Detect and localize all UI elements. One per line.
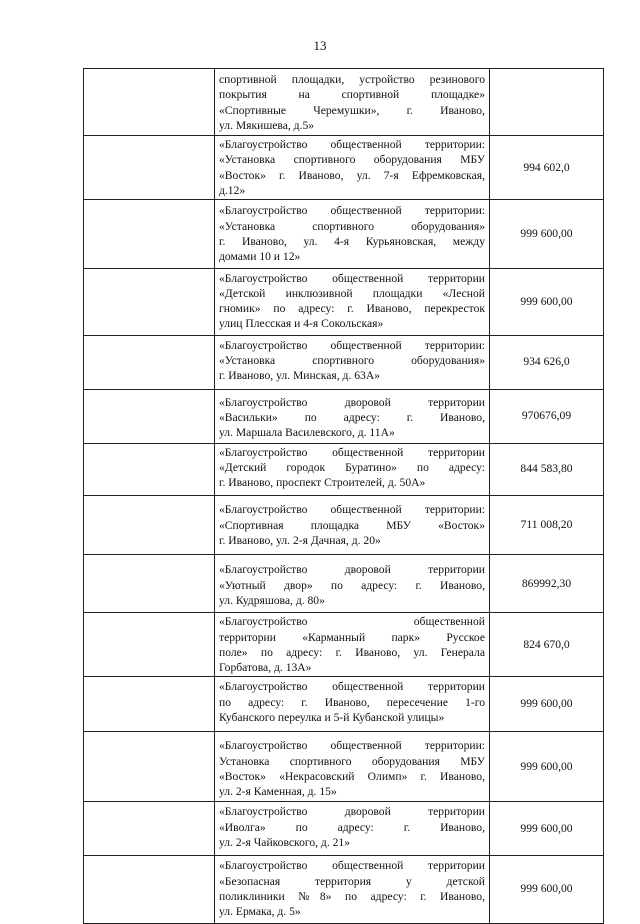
description-line: покрытия на спортивной площадке» bbox=[219, 88, 485, 102]
table-row bbox=[84, 200, 604, 268]
amount-cell: 999 600,00 bbox=[490, 856, 604, 923]
description-cell bbox=[215, 555, 490, 613]
page-number: 13 bbox=[313, 38, 327, 53]
description-line: гномик» по адресу: г. Иваново, перекресток bbox=[219, 302, 485, 316]
description-cell bbox=[215, 802, 490, 856]
description-line: «Благоустройство общественной территории: bbox=[219, 739, 485, 753]
empty-cell bbox=[84, 389, 215, 443]
amount-cell: 711 008,20 bbox=[490, 496, 604, 555]
description-line: улиц Плесская и 4-я Сокольская» bbox=[219, 317, 384, 331]
table-row bbox=[84, 443, 604, 496]
table-row bbox=[84, 613, 604, 677]
description-line: «Детский городок Буратино» по адресу: bbox=[219, 460, 485, 474]
description-line: ул. Мякишева, д.5» bbox=[219, 118, 315, 132]
empty-cell bbox=[84, 69, 215, 136]
description-line: «Восток» «Некрасовский Олимп» г. Иваново, bbox=[219, 769, 485, 783]
empty-cell bbox=[84, 268, 215, 335]
description-line: г. Иваново, ул. 2-я Дачная, д. 20» bbox=[219, 534, 381, 548]
description-line: ул. Кудряшова, д. 80» bbox=[219, 593, 325, 607]
table-row bbox=[84, 802, 604, 856]
table-row bbox=[84, 732, 604, 802]
description-line: «Уютный двор» по адресу: г. Иваново, bbox=[219, 578, 485, 592]
description-line: «Иволга» по адресу: г. Иваново, bbox=[219, 820, 485, 834]
amount-cell: 994 602,0 bbox=[490, 136, 604, 200]
description-line: Горбатова, д. 13А» bbox=[219, 661, 312, 675]
description-line: «Установка спортивного оборудования» bbox=[219, 219, 485, 233]
description-line: Кубанского переулка и 5-й Кубанской улицы» bbox=[219, 710, 445, 724]
empty-cell bbox=[84, 856, 215, 923]
description-line: Установка спортивного оборудования МБУ bbox=[219, 754, 485, 768]
description-cell bbox=[215, 69, 490, 136]
empty-cell bbox=[84, 732, 215, 802]
table-row bbox=[84, 555, 604, 613]
description-line: «Благоустройство дворовой территории bbox=[219, 805, 485, 819]
description-line: спортивной площадки, устройство резинового bbox=[219, 73, 485, 86]
description-line: по адресу: г. Иваново, пересечение 1-го bbox=[219, 695, 485, 709]
description-line: «Благоустройство дворовой территории bbox=[219, 395, 485, 409]
description-line: «Безопасная территория у детской bbox=[219, 874, 485, 888]
description-line: «Благоустройство общественной территории: bbox=[219, 204, 485, 218]
description-cell bbox=[215, 200, 490, 268]
empty-cell bbox=[84, 555, 215, 613]
description-line: «Спортивная площадка МБУ «Восток» bbox=[219, 518, 485, 532]
table-row bbox=[84, 496, 604, 555]
description-line: г. Иваново, ул. Минская, д. 63А» bbox=[219, 369, 380, 383]
table-row bbox=[84, 268, 604, 335]
amount-cell: 999 600,00 bbox=[490, 802, 604, 856]
empty-cell bbox=[84, 335, 215, 389]
amount-cell: 844 583,80 bbox=[490, 443, 604, 496]
description-line: ул. 2-я Каменная, д. 15» bbox=[219, 785, 337, 799]
amount-cell: 824 670,0 bbox=[490, 613, 604, 677]
description-cell bbox=[215, 856, 490, 923]
description-line: «Благоустройство общественной территории: bbox=[219, 338, 485, 352]
description-cell bbox=[215, 732, 490, 802]
amount-cell: 869992,30 bbox=[490, 555, 604, 613]
description-line: «Спортивные Черемушки», г. Иваново, bbox=[219, 103, 485, 117]
table-row bbox=[84, 335, 604, 389]
amount-cell: 999 600,00 bbox=[490, 677, 604, 732]
description-line: г. Иваново, ул. 4-я Курьяновская, между bbox=[219, 234, 485, 248]
description-cell bbox=[215, 268, 490, 335]
description-line: «Васильки» по адресу: г. Иваново, bbox=[219, 410, 485, 424]
table-row bbox=[84, 389, 604, 443]
projects-table-body bbox=[84, 69, 604, 924]
description-line: домами 10 и 12» bbox=[219, 250, 301, 264]
description-line: поле» по адресу: г. Иваново, ул. Генерала bbox=[219, 645, 485, 659]
description-line: «Благоустройство общественной bbox=[219, 615, 485, 629]
description-line: «Благоустройство общественной территории bbox=[219, 445, 485, 459]
amount-cell: 999 600,00 bbox=[490, 732, 604, 802]
description-line: д.12» bbox=[219, 184, 246, 198]
description-cell bbox=[215, 335, 490, 389]
description-line: «Благоустройство дворовой территории bbox=[219, 563, 485, 577]
amount-cell: 970676,09 bbox=[490, 389, 604, 443]
description-line: «Благоустройство общественной территории bbox=[219, 859, 485, 873]
description-cell bbox=[215, 677, 490, 732]
description-line: «Благоустройство общественной территории: bbox=[219, 503, 485, 517]
empty-cell bbox=[84, 613, 215, 677]
amount-cell: 934 626,0 bbox=[490, 335, 604, 389]
description-line: г. Иваново, проспект Строителей, д. 50А» bbox=[219, 476, 426, 490]
description-cell bbox=[215, 496, 490, 555]
amount-cell bbox=[490, 69, 604, 136]
description-line: «Благоустройство общественной территории: bbox=[219, 138, 485, 152]
description-line: «Благоустройство общественной территории bbox=[219, 271, 485, 285]
description-line: ул. Маршала Василевского, д. 11А» bbox=[219, 426, 395, 440]
description-cell bbox=[215, 613, 490, 677]
empty-cell bbox=[84, 443, 215, 496]
empty-cell bbox=[84, 136, 215, 200]
description-cell bbox=[215, 389, 490, 443]
table-row bbox=[84, 677, 604, 732]
amount-cell: 999 600,00 bbox=[490, 200, 604, 268]
description-line: «Детской инклюзивной площадки «Лесной bbox=[219, 286, 485, 300]
description-cell bbox=[215, 443, 490, 496]
description-line: ул. 2-я Чайковского, д. 21» bbox=[219, 836, 351, 850]
empty-cell bbox=[84, 677, 215, 732]
empty-cell bbox=[84, 802, 215, 856]
description-line: ул. Ермака, д. 5» bbox=[219, 905, 301, 919]
table-row bbox=[84, 136, 604, 200]
description-cell bbox=[215, 136, 490, 200]
description-line: «Восток» г. Иваново, ул. 7-я Ефремковская, bbox=[219, 168, 485, 182]
description-line: поликлиники №8» по адресу: г. Иваново, bbox=[219, 889, 485, 903]
projects-table bbox=[83, 68, 604, 924]
table-row bbox=[84, 856, 604, 923]
empty-cell bbox=[84, 496, 215, 555]
description-line: «Установка спортивного оборудования» bbox=[219, 354, 485, 368]
empty-cell bbox=[84, 200, 215, 268]
description-line: «Благоустройство общественной территории bbox=[219, 680, 485, 694]
description-line: «Установка спортивного оборудования МБУ bbox=[219, 153, 485, 167]
description-line: территории «Карманный парк» Русское bbox=[219, 630, 485, 644]
amount-cell: 999 600,00 bbox=[490, 268, 604, 335]
table-row bbox=[84, 69, 604, 136]
